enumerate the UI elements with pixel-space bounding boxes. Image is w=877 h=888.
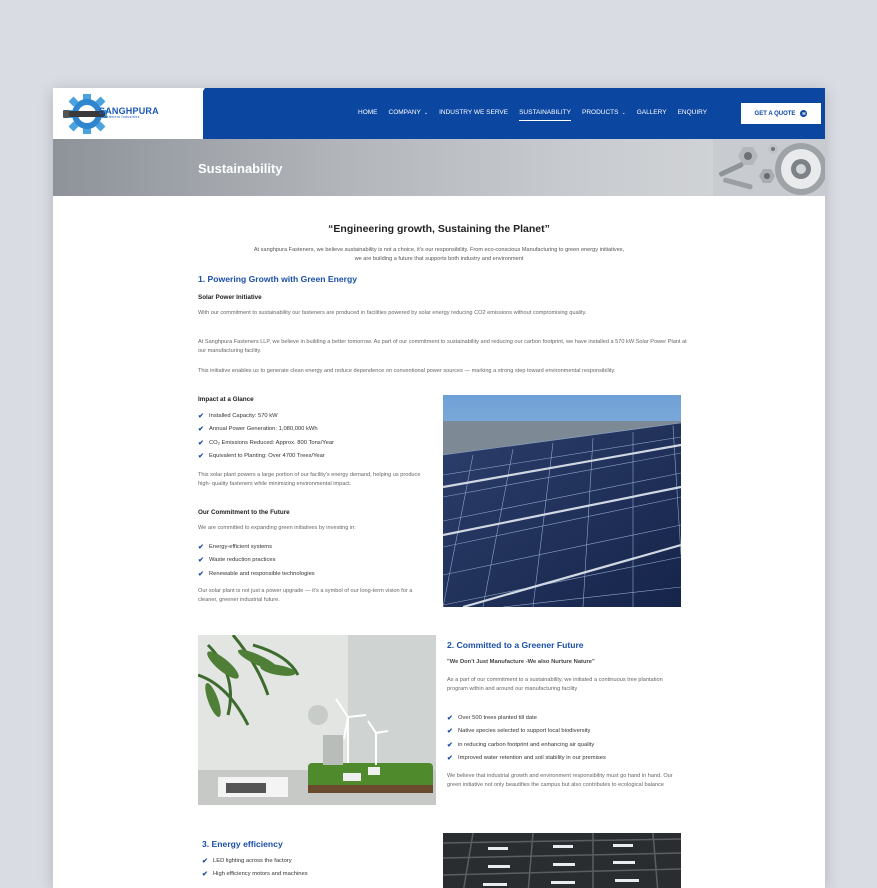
site-header xyxy=(53,88,825,139)
list-item xyxy=(198,409,334,423)
nav-enquiry[interactable] xyxy=(678,109,708,121)
nav-industry-label: INDUSTRY WE SERVE xyxy=(439,109,509,116)
logo-name: SANGHPURA xyxy=(99,106,159,116)
solar-panels-image xyxy=(443,395,681,607)
page-title: Sustainability xyxy=(198,161,283,176)
commitment-intro: We are committed to expanding green initiatives by investing in: xyxy=(198,525,356,531)
list-item-text: in reducing carbon footprint and enhancing air quality xyxy=(458,741,595,748)
list-item xyxy=(202,854,308,868)
list-item-text: Waste reduction practices xyxy=(209,557,276,564)
impact-list xyxy=(198,409,334,463)
nav-industry[interactable] xyxy=(439,109,508,121)
list-item-text: Renewable and responsible technologies xyxy=(209,570,315,577)
plantation-list xyxy=(447,711,606,765)
check-icon: ✔ xyxy=(447,755,453,763)
nav-sustainability-label: SUSTAINABILITY xyxy=(519,109,571,116)
impact-heading: Impact at a Glance xyxy=(198,396,254,403)
nav-home-label: HOME xyxy=(358,109,378,116)
factory-lighting-image xyxy=(443,833,681,888)
fasteners-decoration-image xyxy=(713,139,825,196)
impact-note: This solar plant powers a large portion of our facility's energy demand, helping us produce high- quality fasteners while minimizing environmental impact. xyxy=(198,472,421,487)
page-banner xyxy=(53,139,825,196)
list-item-text: Improved water retention and soil stability in our premises xyxy=(458,755,606,762)
nav-enquiry-label: ENQUIRY xyxy=(677,109,708,116)
logo-slant xyxy=(171,88,205,139)
list-item-text: Over 500 trees planted till date xyxy=(458,714,537,721)
list-item-text: Annual Power Generation: 1,080,000 kWh xyxy=(209,426,318,433)
nav-sustainability[interactable] xyxy=(519,109,571,121)
check-icon: ✔ xyxy=(198,543,204,551)
nav-home[interactable] xyxy=(358,109,378,121)
tree-plantation-image xyxy=(198,635,436,805)
check-icon: ✔ xyxy=(198,570,204,578)
list-item xyxy=(198,450,334,464)
list-item xyxy=(198,540,315,554)
commitment-note: Our solar plant is not just a power upgrade — it's a symbol of our long-term vision for a cleaner, greener industrial future. xyxy=(198,588,413,603)
section1-p2: At Sanghpura Fasteners LLP, we believe in building a better tomorrow. As part of our commitment to sustainability and reducing our carbon footprint, we have installed a 570 kW Solar Power Plant at our manufacturing facility. xyxy=(198,339,687,354)
section2-heading: 2. Committed to a Greener Future xyxy=(447,640,584,650)
list-item xyxy=(198,554,315,568)
nav-company-label: COMPANY xyxy=(388,109,421,116)
main-nav xyxy=(358,109,718,121)
section1-subheading: Solar Power Initiative xyxy=(198,294,262,301)
nav-products[interactable] xyxy=(582,109,626,121)
list-item-text: LED lighting across the factory xyxy=(213,857,292,864)
list-item xyxy=(198,567,315,581)
page xyxy=(53,88,825,888)
check-icon: ✔ xyxy=(447,714,453,722)
list-item xyxy=(198,423,334,437)
section3-heading: 3. Energy efficiency xyxy=(202,839,283,849)
list-item-text: Energy-efficient systems xyxy=(209,543,273,550)
list-item-text: Installed Capacity: 570 kW xyxy=(209,412,278,419)
list-item xyxy=(447,711,606,725)
nav-products-label: PRODUCTS xyxy=(582,109,619,116)
commitment-list xyxy=(198,540,315,581)
check-icon: ✔ xyxy=(198,439,204,447)
list-item xyxy=(447,725,606,739)
check-icon: ✔ xyxy=(198,453,204,461)
nav-gallery-label: GALLERY xyxy=(636,109,667,116)
check-icon: ✔ xyxy=(198,557,204,565)
section1-p3: This initiative enables us to generate clean energy and reduce dependence on conventional power sources — marking a strong step toward environmental responsibility. xyxy=(198,368,616,374)
nav-gallery[interactable] xyxy=(637,109,667,121)
section2-p2: We believe that industrial growth and environment responsibility must go hand in hand. Our green initiative not only beautifies the campus but also contributes to ecological balance xyxy=(447,773,673,788)
list-item-text: CO₂ Emissions Reduced: Approx. 800 Tons/Year xyxy=(209,439,335,446)
check-icon: ✔ xyxy=(202,871,208,879)
check-icon: ✔ xyxy=(198,412,204,420)
check-icon: ✔ xyxy=(198,426,204,434)
list-item xyxy=(202,868,308,882)
mail-icon: ✉ xyxy=(802,111,806,116)
list-item xyxy=(447,752,606,766)
logo-tagline: Fasteners Industries xyxy=(102,115,140,119)
quote-heading: “Engineering growth, Sustaining the Planet” xyxy=(328,223,550,235)
list-item-text: High efficiency motors and machines xyxy=(213,871,308,878)
chevron-down-icon: ⌄ xyxy=(423,110,429,116)
nav-company[interactable] xyxy=(389,109,429,121)
get-a-quote-label: GET A QUOTE xyxy=(754,110,796,117)
intro-text: At sanghpura Fasteners, we believe sustainability is not a choice, it's our responsibility. From eco-conscious Manufacturing to green energy initiatives, we are building a future that supports both industry and environment xyxy=(253,247,625,262)
list-item xyxy=(198,436,334,450)
chevron-down-icon: ⌄ xyxy=(621,110,626,116)
section1-p1: With our commitment to sustainability our fasteners are produced in facilities powered by solar energy reducing CO2 emissions without compromising quality. xyxy=(198,310,587,316)
get-a-quote-button[interactable] xyxy=(741,103,821,124)
check-icon: ✔ xyxy=(447,728,453,736)
section2-tagline: "We Don't Just Manufacture -We also Nurture Nature" xyxy=(447,659,595,665)
list-item-text: Native species selected to support local biodiversity xyxy=(458,728,591,735)
check-icon: ✔ xyxy=(447,741,453,749)
section1-heading: 1. Powering Growth with Green Energy xyxy=(198,274,358,284)
list-item xyxy=(447,738,606,752)
section2-p1: As a part of our commitment to a sustainability, we initiated a continuous tree plantation program within and around our manufacturing facility xyxy=(447,677,663,692)
check-icon: ✔ xyxy=(202,857,208,865)
commitment-heading: Our Commitment to the Future xyxy=(198,509,290,516)
list-item-text: Equivalent to Planting: Over 4700 Trees/Year xyxy=(209,453,325,460)
